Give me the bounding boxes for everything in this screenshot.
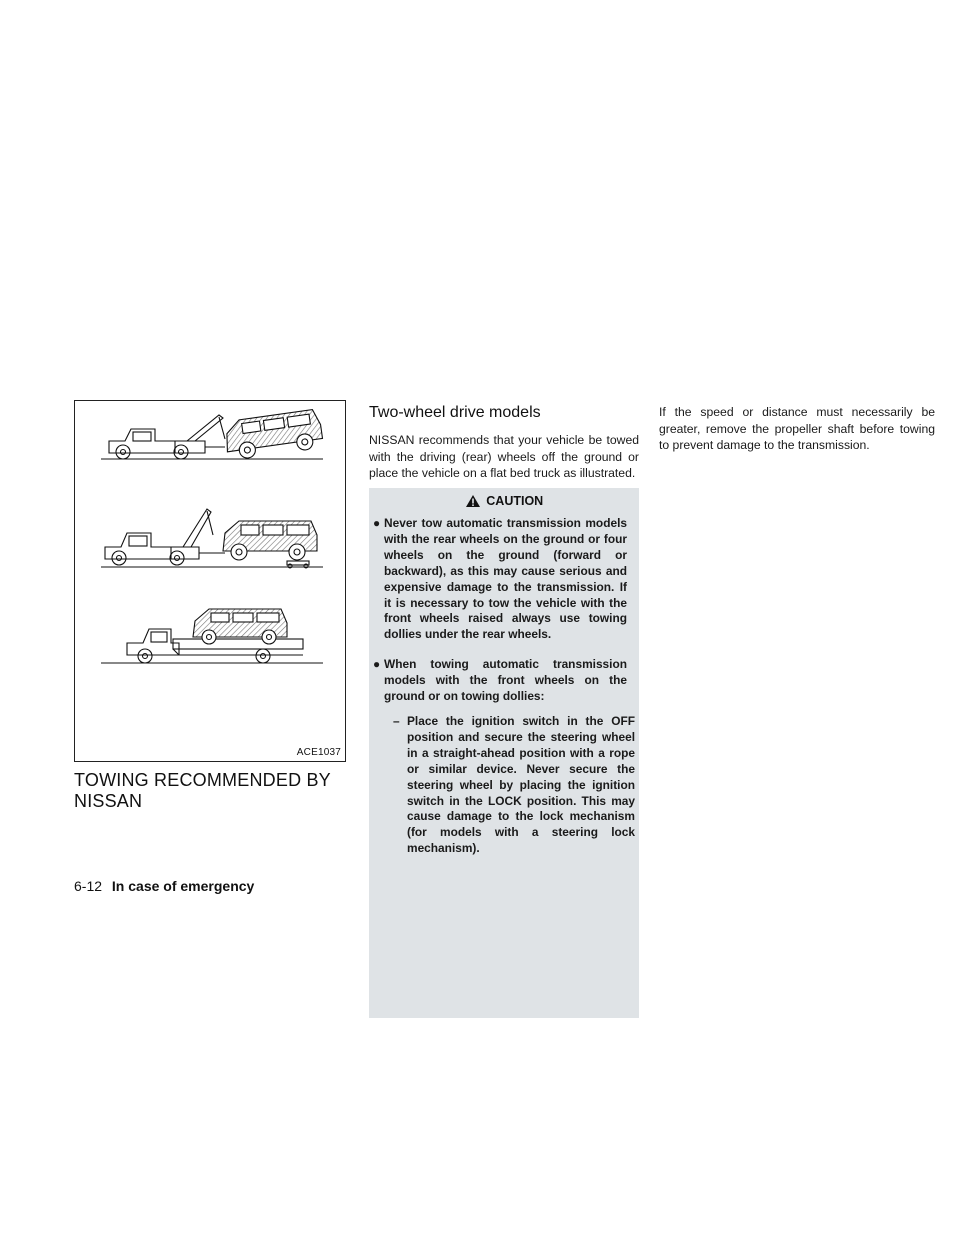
sub-heading: Two-wheel drive models — [369, 404, 541, 421]
figure-code: ACE1037 — [296, 747, 341, 758]
right-paragraph: If the speed or distance must necessarily be greater, remove the propeller shaft before towing to prevent damage to the transmission. — [659, 405, 935, 452]
warning-triangle-icon — [465, 494, 481, 508]
caution-header — [369, 494, 639, 508]
page-footer — [74, 878, 254, 894]
chapter-title: In case of emergency — [111, 878, 255, 894]
caution-box — [369, 488, 639, 1018]
intro-paragraph: NISSAN recommends that your vehicle be towed with the driving (rear) wheels off the ground or place the vehicle on a flat bed truck as illustrated. — [369, 433, 639, 480]
wheel-lift-tow-scene — [101, 409, 324, 461]
flatbed-tow-scene — [101, 609, 323, 663]
towing-methods-drawing — [75, 401, 347, 763]
dolly-tow-scene — [101, 509, 323, 568]
caution-item: ● When towing automatic transmission models with the front wheels on the ground or on towing dollies: — [373, 657, 627, 703]
section-heading: TOWING RECOMMENDED BY NISSAN — [74, 770, 331, 811]
caution-title: CAUTION — [486, 494, 544, 508]
page-number: 6-12 — [74, 878, 103, 894]
caution-sub-item: – Place the ignition switch in the OFF position and secure the steering wheel in a straight-ahead position with a rope or similar device. Never secure the steering wheel by placing the ignition switch in the LOCK position. This may cause damage to the lock mechanism (for models with a steering lock mechanism). — [393, 714, 635, 856]
caution-item: ● Never tow automatic transmission models with the rear wheels on the ground or four wheels on the ground (forward or backward), as this may cause serious and expensive damage to the transmission. If it is necessary to tow the vehicle with the front wheels raised always use towing dollies under the rear wheels. — [373, 516, 627, 642]
bullet-icon: ● — [373, 657, 381, 671]
bullet-icon: ● — [373, 516, 381, 530]
dash-icon: – — [393, 714, 400, 728]
towing-illustration — [74, 400, 346, 762]
